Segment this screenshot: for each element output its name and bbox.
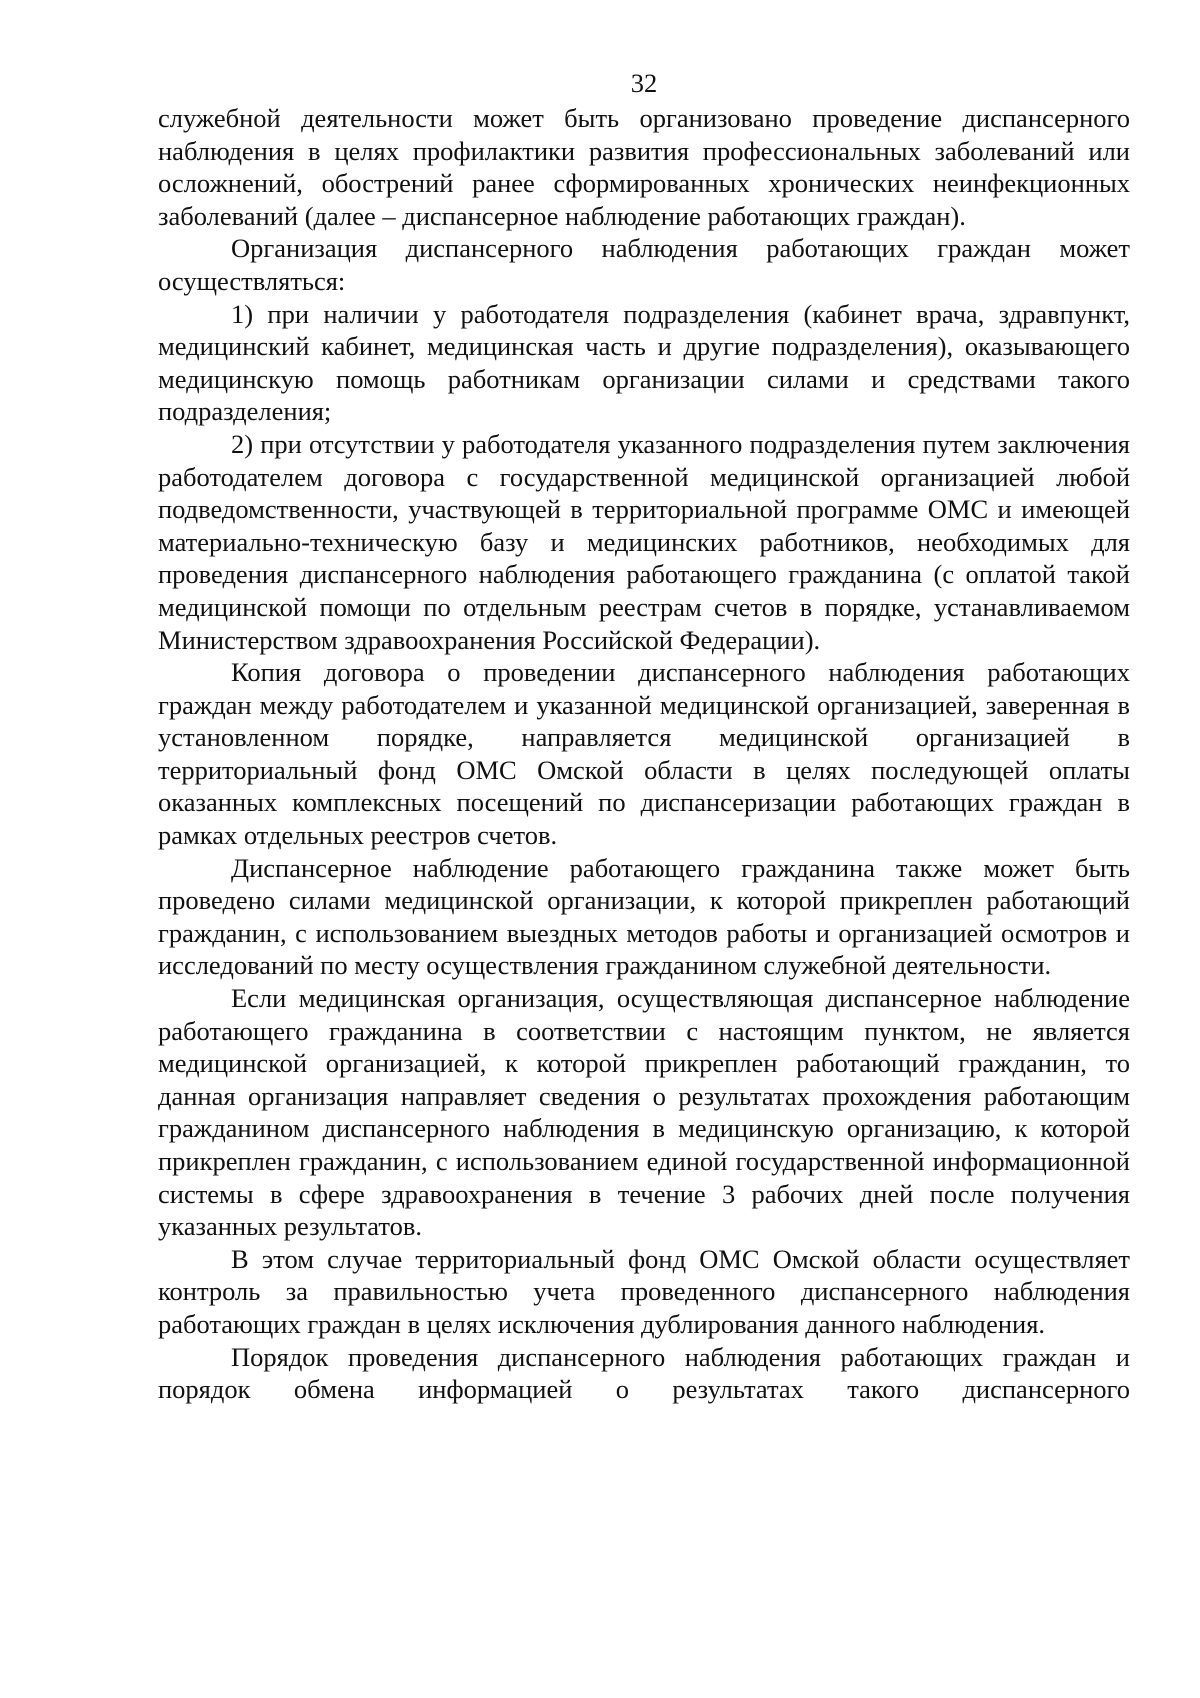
paragraph-procedure: Порядок проведения диспансерного наблюдения работающих граждан и порядок обмена информацией о результатах такого диспансерного xyxy=(158,1341,1130,1405)
paragraph-fund-control: В этом случае территориальный фонд ОМС Омской области осуществляет контроль за правильностью учета проведенного диспансерного наблюдения работающих граждан в целях исключения дублирования данного наблюдения. xyxy=(158,1243,1130,1339)
page-number: 32 xyxy=(630,68,658,98)
document-body xyxy=(158,102,1130,1406)
paragraph-item-2: 2) при отсутствии у работодателя указанного подразделения путем заключения работодателем договора с государственной медицинской организацией любой подведомственности, участвующей в территориальной программе ОМС и имеющей материально-техническую базу и медицинских работников, необходимых для проведения диспансерного наблюдения работающего гражданина (с оплатой такой медицинской помощи по отдельным реестрам счетов в порядке, устанавливаемом Министерством здравоохранения Российской Федерации). xyxy=(158,428,1130,655)
paragraph-attached-organization: Диспансерное наблюдение работающего гражданина также может быть проведено силами медицинской организации, к которой прикреплен работающий гражданин, с использованием выездных методов работы и организацией осмотров и исследований по месту осуществления гражданином служебной деятельности. xyxy=(158,852,1130,981)
paragraph-contract-copy: Копия договора о проведении диспансерного наблюдения работающих граждан между работодателем и указанной медицинской организацией, заверенная в установленном порядке, направляется медицинской организацией в территориальный фонд ОМС Омской области в целях последующей оплаты оказанных комплексных посещений по диспансеризации работающих граждан в рамках отдельных реестров счетов. xyxy=(158,657,1130,851)
document-page xyxy=(158,68,1130,1406)
paragraph-organization: Организация диспансерного наблюдения работающих граждан может осуществляться: xyxy=(158,233,1130,296)
paragraph-item-1: 1) при наличии у работодателя подразделения (кабинет врача, здравпункт, медицинский кабинет, медицинская часть и другие подразделения), оказывающего медицинскую помощь работникам организации силами и средствами такого подразделения; xyxy=(158,298,1130,427)
paragraph-continuation: служебной деятельности может быть организовано проведение диспансерного наблюдения в целях профилактики развития профессиональных заболеваний или осложнений, обострений ранее сформированных хронических неинфекционных заболеваний (далее – диспансерное наблюдение работающих граждан). xyxy=(158,103,1130,231)
paragraph-information-transfer: Если медицинская организация, осуществляющая диспансерное наблюдение работающего гражданина в соответствии с настоящим пунктом, не является медицинской организацией, к которой прикреплен работающий гражданин, то данная организация направляет сведения о результатах прохождения работающим гражданином диспансерного наблюдения в медицинскую организацию, к которой прикреплен гражданин, с использованием единой государственной информационной системы в сфере здравоохранения в течение 3 рабочих дней после получения указанных результатов. xyxy=(158,983,1130,1242)
